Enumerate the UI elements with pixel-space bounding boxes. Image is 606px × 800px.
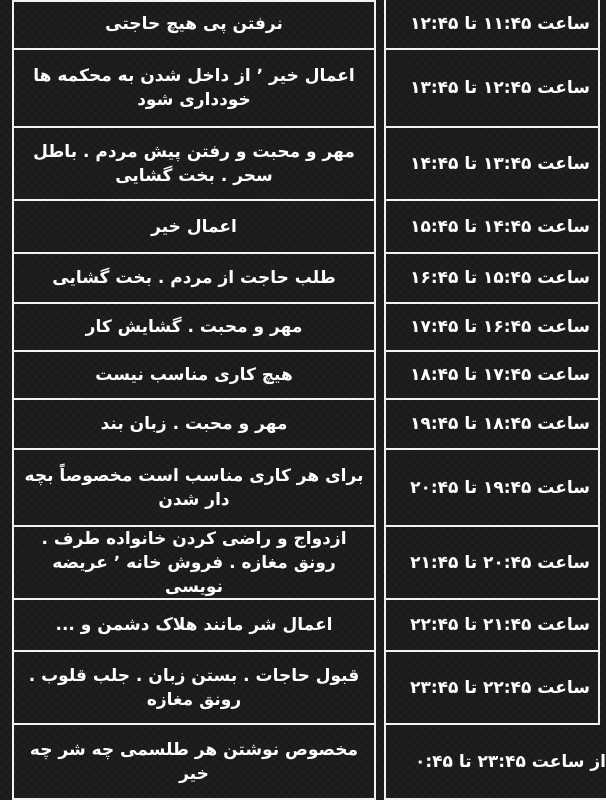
row-time-range: ساعت ۲۰:۴۵ تا ۲۱:۴۵ [384, 527, 600, 600]
table-row [0, 450, 606, 527]
row-description: اعمال خیر ٬ از داخل شدن به محکمه ها خودداری شود [12, 50, 376, 128]
row-description: مهر و محبت و رفتن پیش مردم . باطل سحر . بخت گشایی [12, 128, 376, 201]
table-row [0, 201, 606, 254]
table-row [0, 128, 606, 201]
table-row [0, 0, 606, 50]
row-description: نرفتن پی هیچ حاجتی [12, 0, 376, 50]
row-description: اعمال شر مانند هلاک دشمن و ... [12, 600, 376, 652]
row-time-range: ساعت ۱۷:۴۵ تا ۱۸:۴۵ [384, 352, 600, 400]
row-time-range: ساعت ۱۲:۴۵ تا ۱۳:۴۵ [384, 50, 600, 128]
row-time-range: ساعت ۲۱:۴۵ تا ۲۲:۴۵ [384, 600, 600, 652]
table-row [0, 304, 606, 352]
row-description: برای هر کاری مناسب است مخصوصاً بچه دار شدن [12, 450, 376, 527]
table-row [0, 600, 606, 652]
row-time-range: ساعت ۱۵:۴۵ تا ۱۶:۴۵ [384, 254, 600, 304]
row-description: اعمال خیر [12, 201, 376, 254]
row-time-range: ساعت ۱۱:۴۵ تا ۱۲:۴۵ [384, 0, 600, 50]
row-description: مخصوص نوشتن هر طلسمی چه شر چه خیر [12, 725, 376, 800]
table-row [0, 352, 606, 400]
row-description: مهر و محبت . گشایش کار [12, 304, 376, 352]
row-time-range: ساعت ۱۸:۴۵ تا ۱۹:۴۵ [384, 400, 600, 450]
table-row [0, 652, 606, 725]
row-description: طلب حاجت از مردم . بخت گشایی [12, 254, 376, 304]
table-row [0, 50, 606, 128]
row-time-range: ساعت ۱۴:۴۵ تا ۱۵:۴۵ [384, 201, 600, 254]
table-row [0, 254, 606, 304]
row-time-range: ساعت ۱۹:۴۵ تا ۲۰:۴۵ [384, 450, 600, 527]
row-description: ازدواج و راضی کردن خانواده طرف . رونق مغازه . فروش خانه ٬ عریضه نویسی [12, 527, 376, 600]
row-time-range: ساعت ۱۶:۴۵ تا ۱۷:۴۵ [384, 304, 600, 352]
row-description: هیچ کاری مناسب نیست [12, 352, 376, 400]
row-time-range: ساعت ۱۳:۴۵ تا ۱۴:۴۵ [384, 128, 600, 201]
table-row [0, 400, 606, 450]
row-time-range: از ساعت ۲۳:۴۵ تا ۰:۴۵ [384, 725, 606, 800]
row-description: قبول حاجات . بستن زبان . جلب قلوب . رونق مغازه [12, 652, 376, 725]
table-row [0, 527, 606, 600]
table-row [0, 725, 606, 800]
row-time-range: ساعت ۲۲:۴۵ تا ۲۳:۴۵ [384, 652, 600, 725]
row-description: مهر و محبت . زبان بند [12, 400, 376, 450]
